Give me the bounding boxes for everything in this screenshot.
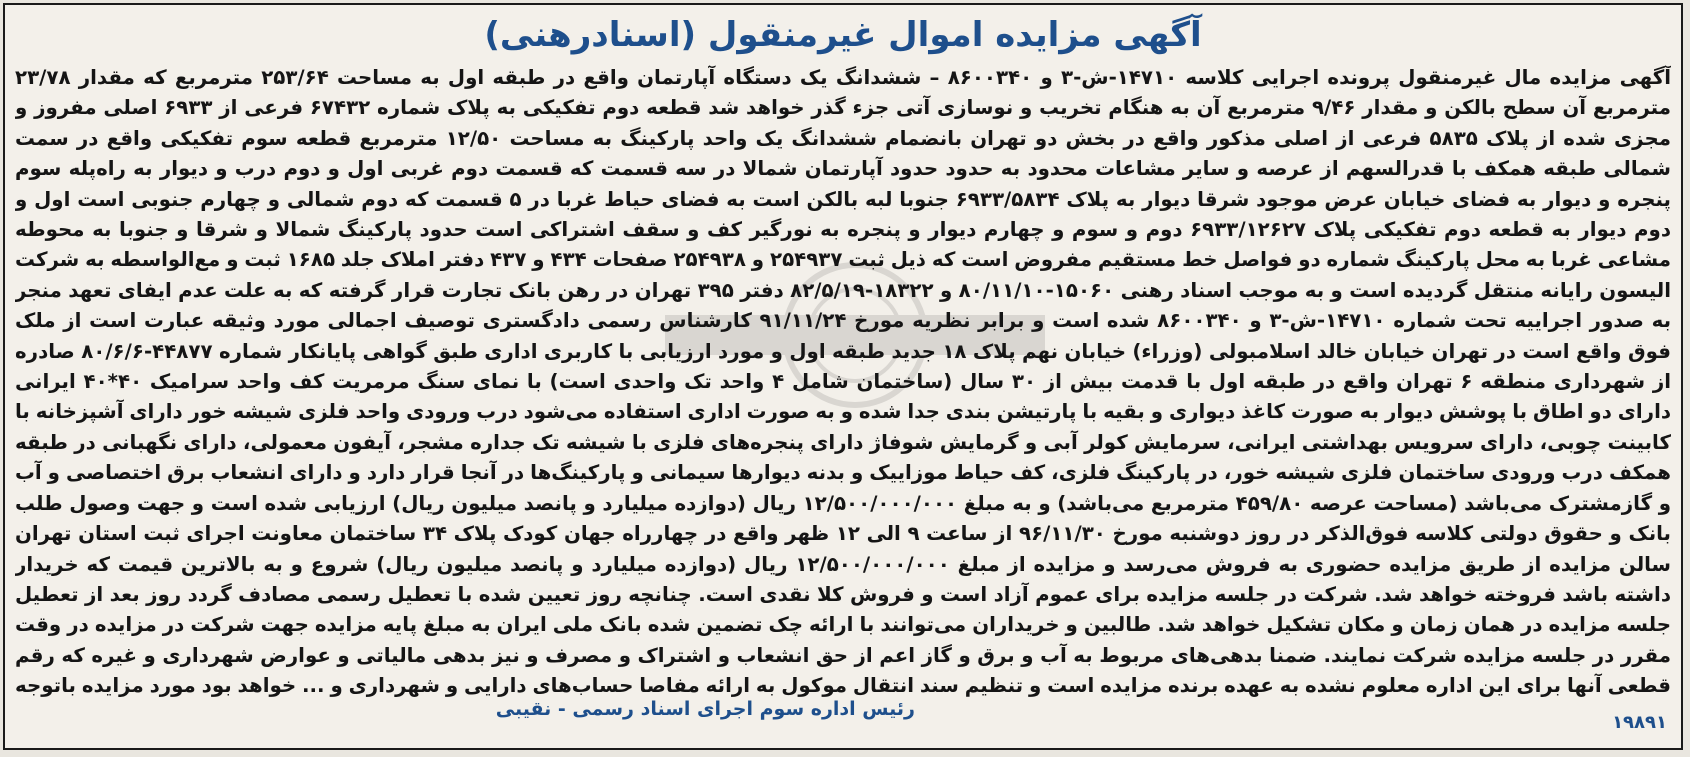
advertisement-title: آگهی مزایده اموال غیرمنقول (اسنادرهنی) [484, 15, 1202, 55]
advertisement-code: ۱۹۸۹۱ [1612, 712, 1667, 733]
advertisement-page [3, 3, 1683, 750]
advertisement-body: آگهی مزایده مال غیرمنقول پرونده اجرایی کلاسه ۱۴۷۱۰-ش-۳ و ۸۶۰۰۳۴۰ – ششدانگ یک دستگاه آپارتمان واقع در طبقه اول به مساحت ۲۵۳/۶۴ مترمربع که مقدار ۲۳/۷۸ مترمربع آن سطح بالکن و مقدار ۹/۴۶ مترمربع آن به هنگام تخریب و نوسازی آتی جزء گذر خواهد شد قطعه دوم تفکیکی به پلاک شماره ۶۷۴۳۲ فرعی از ۶۹۳۳ اصلی مفروز و مجزی شده از پلاک ۵۸۳۵ فرعی از اصلی مذکور واقع در بخش دو تهران بانضمام ششدانگ یک واحد پارکینگ به مساحت ۱۲/۵۰ مترمربع قطعه سوم تفکیکی واقع در سمت شمالی طبقه همکف با قدرالسهم از عرصه و سایر مشاعات محدود به حدود حدود آپارتمان شمالا در سه قسمت که قسمت دوم غربی اول و دوم درب و دیوار به راه‌پله سوم پنجره و دیوار به فضای خیابان عرض موجود شرقا دیوار به پلاک ۶۹۳۳/۵۸۳۴ جنوبا لبه بالکن است به فضای حیاط غربا در ۵ قسمت که دوم شمالی و چهارم جنوبی است اول و دوم دیوار به قطعه دوم تفکیکی پلاک ۶۹۳۳/۱۲۶۲۷ دوم و سوم و چهارم دیوار و پنجره به نورگیر کف و سقف اشتراکی است حدود پارکینگ شمالا و شرقا و جنوبا به محوطه مشاعی غربا به محل پارکینگ شماره دو فواصل خط مستقیم مفروض است که ذیل ثبت ۲۵۴۹۳۷ و ۲۵۴۹۳۸ صفحات ۴۳۴ و ۴۳۷ دفتر املاک جلد ۱۶۸۵ ثبت و مع‌الواسطه به شرکت الیسون رایانه منتقل گردیده است و به موجب اسناد رهنی ۱۵۰۶۰-۸۰/۱۱/۱۰ و ۱۸۳۲۲-۸۲/۵/۱۹ دفتر ۳۹۵ تهران در رهن بانک تجارت قرار گرفته که به علت عدم ایفای تعهد منجر به صدور اجراییه تحت شماره ۱۴۷۱۰-ش-۳ و ۸۶۰۰۳۴۰ شده است و برابر نظریه مورخ ۹۱/۱۱/۲۴ کارشناس رسمی دادگستری توصیف اجمالی مورد وثیقه عبارت است از ملک فوق واقع است در تهران خیابان خالد اسلامبولی (وزراء) خیابان نهم پلاک ۱۸ جدید طبقه اول و مورد ارزیابی با کاربری اداری طبق گواهی پایانکار شماره ۴۴۸۷۷-۸۰/۶/۶ صادره از شهرداری منطقه ۶ تهران واقع در طبقه اول با قدمت بیش از ۳۰ سال (ساختمان شامل ۴ واحد تک واحدی است) با نمای سنگ مرمریت کف واحد سرامیک ۴۰*۴۰ ایرانی دارای دو اطاق با پوشش دیوار به صورت کاغذ دیواری و بقیه با پارتیشن بندی جدا شده و به صورت اداری استفاده می‌شود درب ورودی واحد فلزی شیشه خور دارای آشپزخانه با کابینت چوبی، دارای سرویس بهداشتی ایرانی، سرمایش کولر آبی و گرمایش شوفاژ دارای پنجره‌های فلزی با شیشه تک جداره مشجر، آیفون معمولی، دارای نگهبانی در طبقه همکف درب ورودی ساختمان فلزی شیشه خور، در پارکینگ فلزی، کف حیاط موزاییک و بدنه دیوارها سیمانی و پارکینگ‌ها در آنجا قرار دارد و دارای انشعاب برق اختصاصی و آب و گازمشترک می‌باشد (مساحت عرصه ۴۵۹/۸۰ مترمربع می‌باشد) و به مبلغ ۱۲/۵۰۰/۰۰۰/۰۰۰ ریال (دوازده میلیارد و پانصد میلیون ریال) ارزیابی شده است و جهت وصول طلب بانک و حقوق دولتی کلاسه فوق‌الذکر در روز دوشنبه مورخ ۹۶/۱۱/۳۰ از ساعت ۹ الی ۱۲ ظهر واقع در چهارراه جهان کودک پلاک ۳۴ ساختمان معاونت اجرای ثبت استان تهران سالن مزایده از طریق مزایده حضوری به فروش می‌رسد و مزایده از مبلغ ۱۲/۵۰۰/۰۰۰/۰۰۰ ریال (دوازده میلیارد و پانصد میلیون ریال) شروع و به بالاترین قیمت که خریدار داشته باشد فروخته خواهد شد. شرکت در جلسه مزایده برای عموم آزاد است و فروش کلا نقدی است. چنانچه روز تعیین شده با تعطیل رسمی مصادف گردد روز بعد از تعطیل جلسه مزایده در همان زمان و مکان تشکیل خواهد شد. طالبین و خریداران می‌توانند با ارائه چک تضمین شده بانک ملی ایران به مبلغ پایه مزایده جهت شرکت در مزایده در وقت مقرر در جلسه مزایده شرکت نمایند. ضمنا بدهی‌های مربوط به آب و برق و گاز اعم از حق انشعاب و اشتراک و مصرف و نیز بدهی مالیاتی و عوارض شهرداری و غیره که رقم قطعی آنها برای این اداره معلوم نشده به عهده برنده مزایده است و تنظیم سند انتقال موکول به ارائه مفاصا حساب‌های دارایی و شهرداری و ... خواهد بود مورد مزایده باتوجه [15, 66, 1671, 698]
signature-area [15, 698, 915, 736]
signature-line: رئیس اداره سوم اجرای اسناد رسمی - نقیبی [495, 698, 915, 720]
